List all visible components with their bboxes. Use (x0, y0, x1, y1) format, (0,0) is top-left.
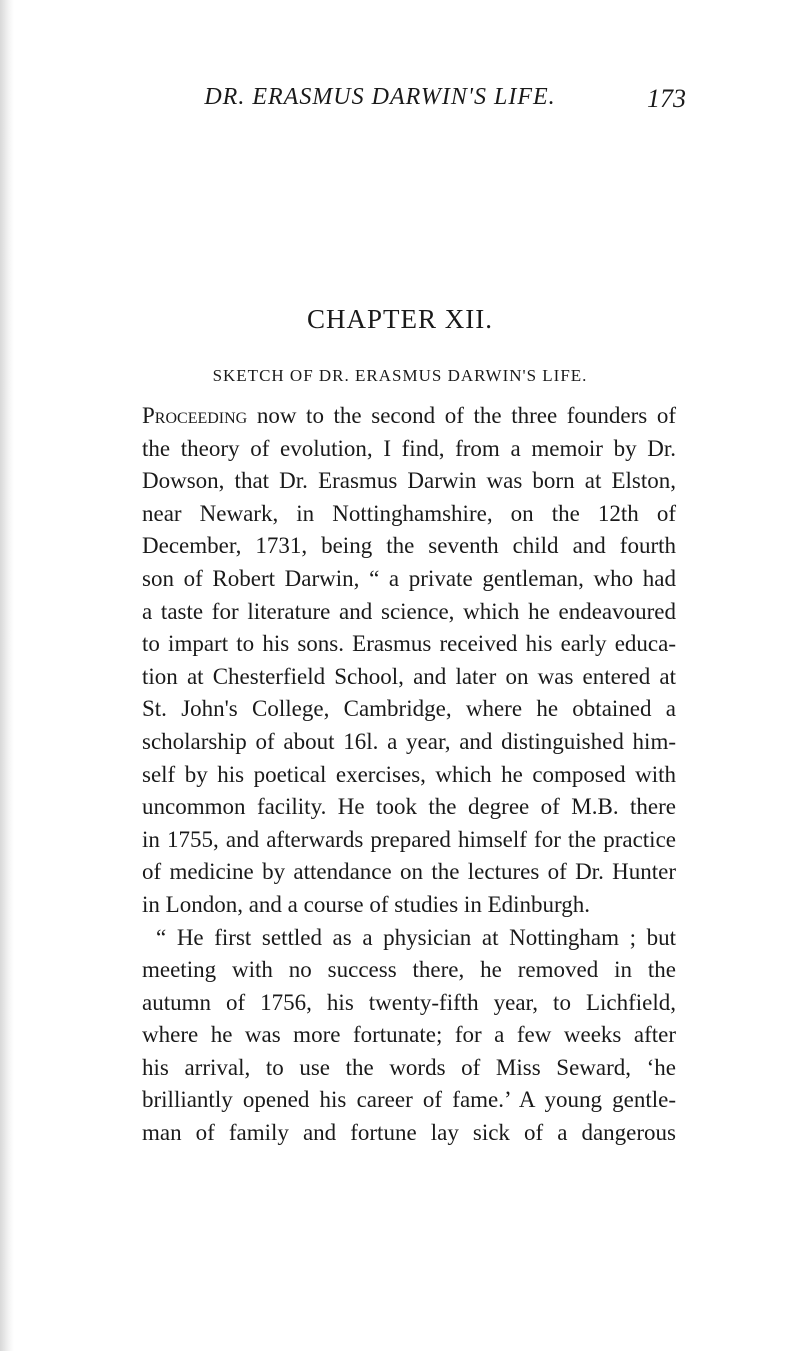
text-line: to impart to his sons. Erasmus received his early educa- (142, 631, 676, 657)
text-line: December, 1731, being the seventh child and fourth (142, 533, 676, 559)
running-head: DR. ERASMUS DARWIN'S LIFE. (204, 84, 556, 110)
text-line: where he was more fortunate; for a few weeks after (142, 1022, 676, 1048)
text-line: of medicine by attendance on the lectures of Dr. Hunter (142, 859, 676, 885)
text-line: a taste for literature and science, which he endeavoured (142, 598, 676, 624)
page-number: 173 (647, 84, 686, 113)
text-line: uncommon facility. He took the degree of M.B. there (142, 794, 676, 820)
text-line: autumn of 1756, his twenty-fifth year, to Lichfield, (142, 989, 676, 1015)
chapter-title: CHAPTER XII. (307, 304, 493, 334)
text-line: near Newark, in Nottinghamshire, on the 12th of (142, 500, 676, 526)
text-line: Proceeding now to the second of the three founders of (142, 403, 676, 428)
text-line: in London, and a course of studies in Edinburgh. (142, 891, 591, 917)
text-line: son of Robert Darwin, “ a private gentleman, who had (142, 565, 676, 591)
chapter-subtitle: SKETCH OF DR. ERASMUS DARWIN'S LIFE. (212, 366, 588, 385)
text-line: meeting with no success there, he removed in the (142, 957, 676, 983)
text-line: in 1755, and afterwards prepared himself for the practice (142, 826, 676, 852)
text-line: the theory of evolution, I find, from a memoir by Dr. (142, 435, 676, 461)
text-line: scholarship of about 16l. a year, and distinguished him- (142, 728, 676, 754)
text-line: tion at Chesterfield School, and later on was entered at (142, 663, 676, 689)
text-line: self by his poetical exercises, which he composed with (142, 761, 676, 787)
text-line: his arrival, to use the words of Miss Seward, ‘he (142, 1054, 676, 1080)
text-line: brilliantly opened his career of fame.’ A young gentle- (142, 1087, 676, 1113)
text-line: man of family and fortune lay sick of a dangerous (142, 1120, 676, 1146)
text-line: St. John's College, Cambridge, where he obtained a (142, 696, 676, 722)
page-edge-shadow (0, 0, 14, 1351)
body-text (142, 400, 676, 1150)
text-line: “ He first settled as a physician at Nottingham ; but (156, 924, 676, 950)
lead-word: Proceeding (142, 403, 248, 428)
text-line: Dowson, that Dr. Erasmus Darwin was born at Elston, (142, 468, 676, 494)
